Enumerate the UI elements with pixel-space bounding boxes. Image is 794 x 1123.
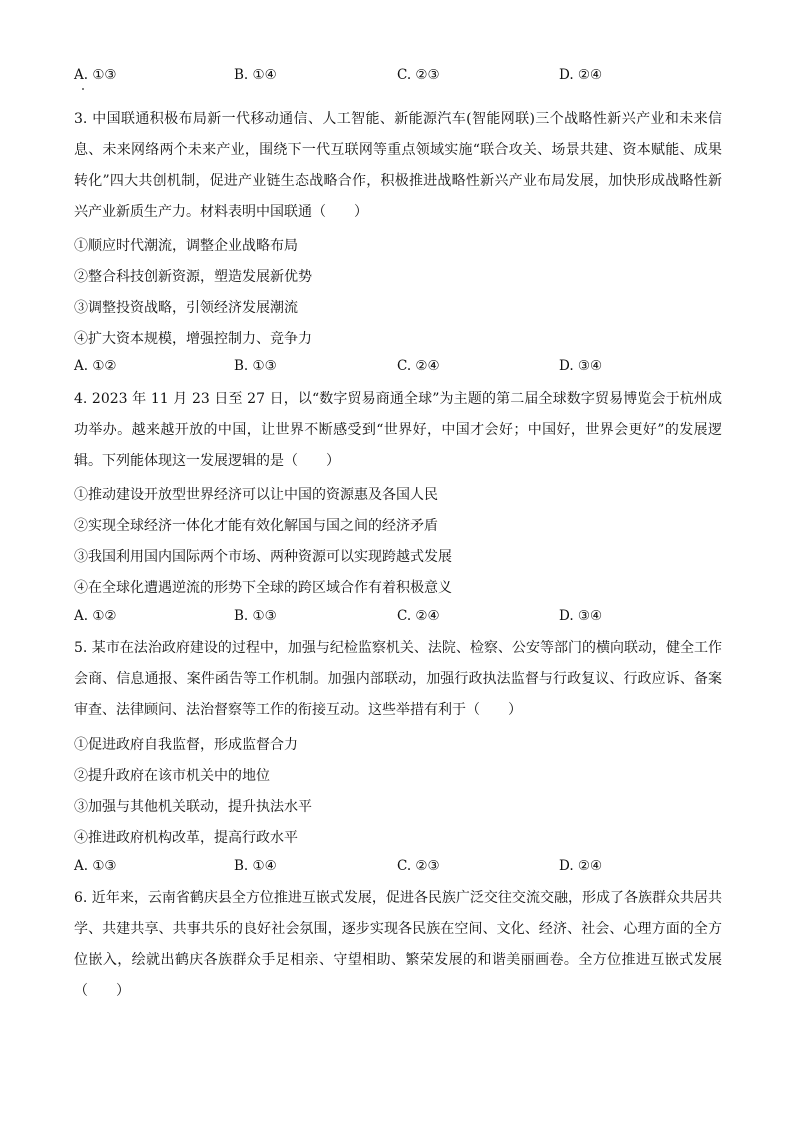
q4-option-c[interactable]: C. ②④: [397, 608, 440, 624]
q3-option-b[interactable]: B. ①③: [234, 358, 277, 374]
q4-item-1: ①推动建设开放型世界经济可以让中国的资源惠及各国人民: [74, 487, 438, 503]
q3-option-a[interactable]: A. ①②: [74, 358, 117, 374]
q3-item-2: ②整合科技创新资源，塑造发展新优势: [74, 269, 312, 285]
q5-item-2: ②提升政府在该市机关中的地位: [74, 768, 270, 784]
q3-item-1: ①顺应时代潮流，调整企业战略布局: [74, 238, 298, 254]
q3-option-d[interactable]: D. ③④: [559, 358, 603, 374]
q5-option-b[interactable]: B. ①④: [234, 858, 277, 874]
q3-options: [74, 358, 734, 378]
q2-option-b[interactable]: B. ①④: [234, 67, 277, 83]
q5-option-a[interactable]: A. ①③: [74, 858, 117, 874]
q6-stem: 6. 近年来，云南省鹤庆县全方位推进互嵌式发展，促进各民族广泛交往交流交融，形成了各族群众共居共学、共建共享、共事共乐的良好社会氛围，逐步实现各民族在空间、文化、经济、社会、心理方面的全方位嵌入，绘就出鹤庆各族群众手足相亲、守望相助、繁荣发展的和谐美丽画卷。全方位推进互嵌式发展（ ）: [74, 890, 722, 999]
q2-option-a[interactable]: A. ①③: [74, 67, 117, 83]
q5-item-3: ③加强与其他机关联动，提升执法水平: [74, 799, 312, 815]
q4-stem: 4. 2023 年 11 月 23 日至 27 日，以“数字贸易商通全球”为主题的第二届全球数字贸易博览会于杭州成功举办。越来越开放的中国，让世界不断感受到“世界好，中国才会好；中国好，世界会更好”的发展逻辑。下列能体现这一发展逻辑的是（ ）: [74, 391, 722, 469]
q4-option-b[interactable]: B. ①③: [234, 608, 277, 624]
q4-item-3: ③我国利用国内国际两个市场、两种资源可以实现跨越式发展: [74, 549, 452, 565]
q5-options: [74, 858, 734, 878]
q5-option-c[interactable]: C. ②③: [397, 858, 440, 874]
q2-options: [74, 67, 734, 87]
stray-mark: [82, 88, 84, 90]
q3-item-3: ③调整投资战略，引领经济发展潮流: [74, 300, 298, 316]
q3-item-4: ④扩大资本规模，增强控制力、竞争力: [74, 331, 312, 347]
q4-option-a[interactable]: A. ①②: [74, 608, 117, 624]
q5-option-d[interactable]: D. ②④: [559, 858, 603, 874]
q4-item-2: ②实现全球经济一体化才能有效化解国与国之间的经济矛盾: [74, 518, 438, 534]
q3-stem: 3. 中国联通积极布局新一代移动通信、人工智能、新能源汽车(智能网联)三个战略性新兴产业和未来信息、未来网络两个未来产业，围绕下一代互联网等重点领域实施“联合攻关、场景共建、资本赋能、成果转化”四大共创机制，促进产业链生态战略合作，积极推进战略性新兴产业布局发展，加快形成战略性新兴产业新质生产力。材料表明中国联通（ ）: [74, 111, 722, 220]
q4-item-4: ④在全球化遭遇逆流的形势下全球的跨区域合作有着积极意义: [74, 580, 452, 596]
q4-options: [74, 608, 734, 628]
q5-item-1: ①促进政府自我监督，形成监督合力: [74, 737, 298, 753]
q5-item-4: ④推进政府机构改革，提高行政水平: [74, 830, 298, 846]
q4-option-d[interactable]: D. ③④: [559, 608, 603, 624]
q2-option-c[interactable]: C. ②③: [397, 67, 440, 83]
q2-option-d[interactable]: D. ②④: [559, 67, 603, 83]
q5-stem: 5. 某市在法治政府建设的过程中，加强与纪检监察机关、法院、检察、公安等部门的横向联动，健全工作会商、信息通报、案件函告等工作机制。加强内部联动，加强行政执法监督与行政复议、行政应诉、备案审查、法律顾问、法治督察等工作的衔接互动。这些举措有利于（ ）: [74, 640, 722, 718]
q3-option-c[interactable]: C. ②④: [397, 358, 440, 374]
